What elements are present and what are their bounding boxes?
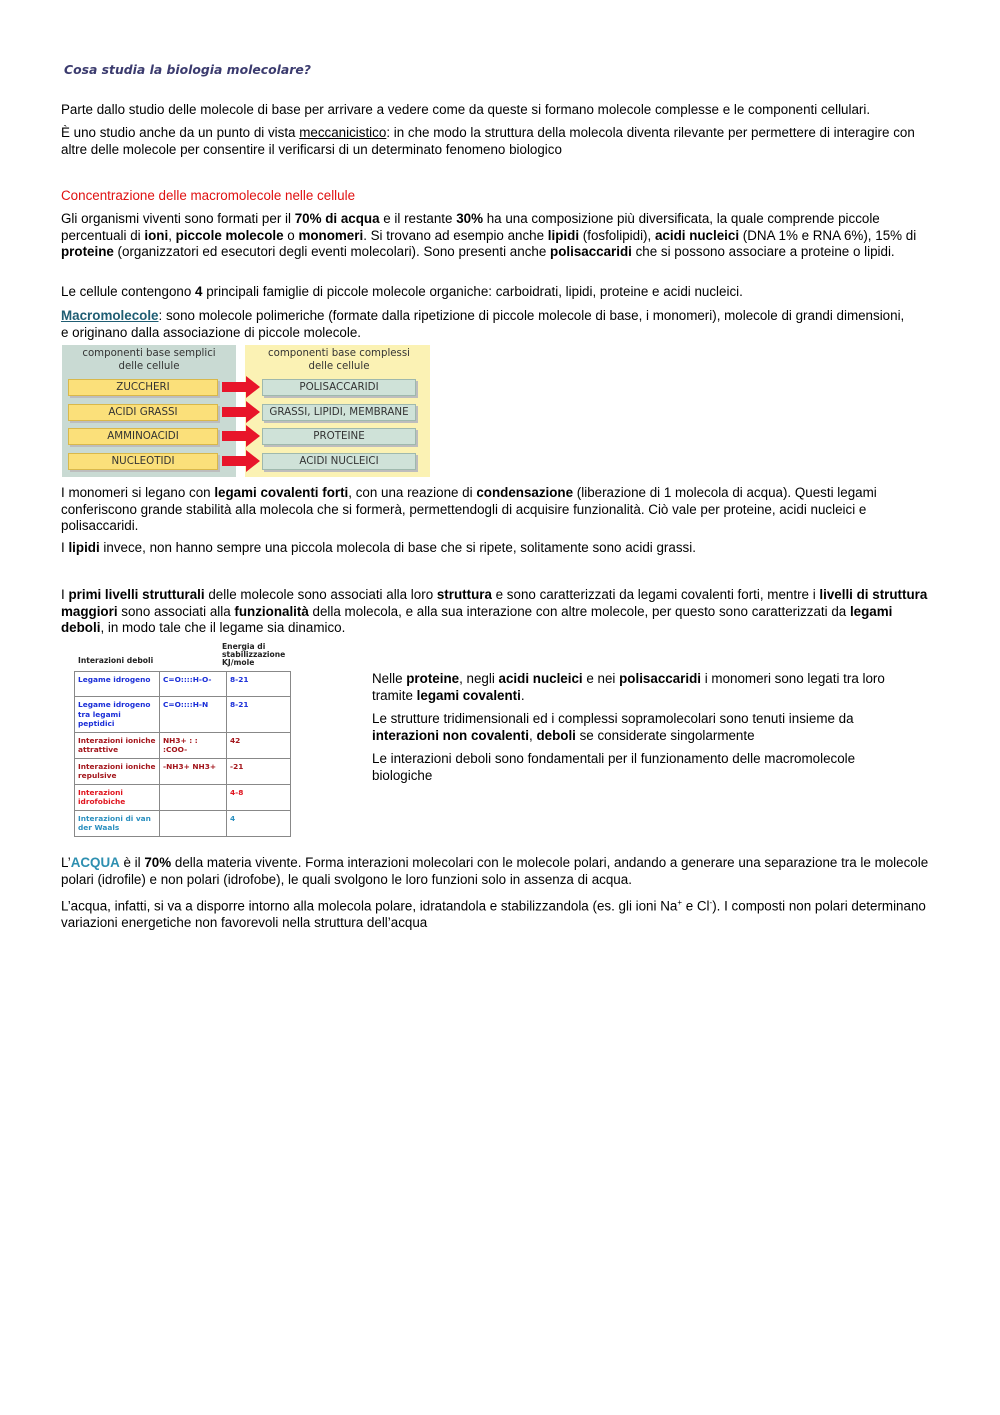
- text: Nelle: [372, 671, 407, 686]
- bold-text: livelli di struttura maggiori: [61, 587, 928, 619]
- simple-components-header: componenti base semplici delle cellule: [82, 348, 216, 372]
- superscript: -: [709, 898, 713, 907]
- water-paragraph-2: [61, 895, 941, 931]
- text: ha una composizione più diversificata, la quale comprende piccole percentuali di: [61, 211, 880, 243]
- text: ,: [168, 227, 176, 243]
- bold-text: legami covalenti: [416, 687, 521, 703]
- text: e nei: [582, 671, 620, 686]
- bold-text: interazioni non covalenti: [372, 727, 529, 743]
- side-paragraph-2: [372, 711, 902, 744]
- table-row: [75, 697, 291, 733]
- bold-text: struttura: [436, 587, 492, 602]
- bold-text: proteine: [61, 244, 114, 259]
- table-row: [75, 784, 291, 810]
- underlined-term: meccanicistico: [299, 125, 387, 140]
- diagram-left-box: AMMINOACIDI: [68, 428, 218, 445]
- bold-text: 30%: [456, 211, 484, 226]
- interaction-name: Interazioni ioniche attrattive: [75, 732, 160, 758]
- text: ). I composti non polari determinano variazioni energetiche non favorevoli nella struttura dell’acqua: [61, 898, 926, 930]
- table-header-left: Interazioni deboli: [78, 656, 154, 665]
- diagram-right-box: POLISACCARIDI: [262, 379, 416, 396]
- interaction-energy: 8-21: [227, 672, 291, 697]
- interaction-name: Legame idrogeno: [75, 672, 160, 697]
- bold-text: piccole molecole: [175, 227, 284, 243]
- text: È uno studio anche da un punto di vista: [61, 125, 300, 140]
- weak-interactions-table: [74, 643, 292, 837]
- text: Le cellule contengono: [61, 284, 196, 299]
- interaction-name: Interazioni di van der Waals: [75, 810, 160, 836]
- text: : in che modo la struttura della molecola diventa rilevante per permettere di interagire con altre delle molecole per consentire il verificarsi di un determinato fenomeno biologico: [61, 125, 915, 157]
- bold-text: legami deboli: [61, 603, 893, 635]
- text: della molecola, e alla sua interazione con altre molecole, per questo sono caratterizzati da: [308, 603, 850, 619]
- concentration-paragraph: [61, 211, 941, 261]
- bold-text: 70% di acqua: [294, 211, 380, 226]
- bold-text: acidi nucleici: [654, 227, 740, 243]
- structural-levels-paragraph: [61, 587, 931, 637]
- arrow-right-icon: [220, 450, 262, 472]
- interaction-name: Interazioni ioniche repulsive: [75, 758, 160, 784]
- text: o: [283, 227, 299, 243]
- text: I: [61, 540, 69, 555]
- interaction-name: Legame idrogeno tra legami peptidici: [75, 697, 160, 733]
- table-header: [74, 643, 292, 671]
- bold-text: ioni: [144, 227, 169, 243]
- text: (DNA 1% e RNA 6%), 15% di: [739, 227, 917, 243]
- text: (liberazione di 1 molecola di acqua). Questi legami conferiscono grande stabilità alla molecola che si formerà, permettendogli di acquisire funzionalità. Ciò vale per proteine, acidi nucleici e polisaccaridi.: [61, 485, 877, 533]
- diagram-right-box: PROTEINE: [262, 428, 416, 445]
- table-row: [75, 758, 291, 784]
- text: delle molecole sono associati alla loro: [204, 587, 437, 602]
- acqua-term: ACQUA: [70, 855, 120, 870]
- text: principali famiglie di piccole molecole organiche: carboidrati, lipidi, proteine e acidi nucleici.: [202, 284, 743, 299]
- text: e Cl: [682, 898, 710, 914]
- bold-text: deboli: [536, 727, 576, 743]
- families-paragraph: [61, 284, 941, 301]
- bold-text: 4: [195, 284, 203, 299]
- bold-text: acidi nucleici: [498, 671, 583, 686]
- text: , in modo tale che il legame sia dinamico.: [100, 620, 346, 635]
- table-header-right: Energia di stabilizzazione KJ/mole: [222, 642, 286, 667]
- section-heading: Concentrazione delle macromolecole nelle cellule: [61, 188, 356, 203]
- macromolecules-paragraph: [61, 308, 911, 341]
- interaction-formula: [160, 784, 227, 810]
- bold-text: proteine: [406, 671, 460, 686]
- diagram-left-box: NUCLEOTIDI: [68, 453, 218, 470]
- lipids-paragraph: [61, 540, 941, 557]
- interaction-formula: -NH3+ NH3+: [160, 758, 227, 784]
- macromolecole-term: Macromolecole: [61, 308, 159, 323]
- superscript: +: [677, 898, 682, 907]
- text: che si possono associare a proteine o lipidi.: [631, 244, 895, 259]
- text: è il: [119, 855, 145, 870]
- bold-text: legami covalenti forti: [214, 485, 349, 500]
- interaction-name: Interazioni idrofobiche: [75, 784, 160, 810]
- interaction-formula: C=O::::H-N: [160, 697, 227, 733]
- interaction-formula: [160, 810, 227, 836]
- page-title: Cosa studia la biologia molecolare?: [64, 62, 311, 77]
- arrow-right-icon: [220, 376, 262, 398]
- diagram-left-box: ZUCCHERI: [68, 379, 218, 396]
- text: I: [61, 587, 69, 602]
- text: : sono molecole polimeriche (formate dalla ripetizione di piccole molecole di base, i monomeri), molecole di grandi dimensioni, e originano dalla associazione di piccole molecole.: [61, 308, 905, 340]
- interaction-energy: -21: [227, 758, 291, 784]
- text: sono associati alla: [117, 603, 235, 619]
- interaction-formula: C=O::::H-O-: [160, 672, 227, 697]
- text: della materia vivente. Forma interazioni molecolari con le molecole polari, andando a generare una separazione tra le molecole polari (idrofile) e non polari (idrofobe), le quali svolgono le loro funzioni solo in assenza di acqua.: [61, 855, 929, 887]
- text: se considerate singolarmente: [575, 727, 755, 743]
- text: L’: [61, 855, 71, 870]
- interaction-energy: 4-8: [227, 784, 291, 810]
- text: invece, non hanno sempre una piccola molecola di base che si ripete, solitamente sono acidi grassi.: [99, 540, 696, 555]
- interaction-energy: 42: [227, 732, 291, 758]
- intro-paragraph-1: Parte dallo studio delle molecole di base per arrivare a vedere come da queste si formano molecole complesse e le componenti cellulari.: [61, 102, 871, 117]
- text: ,: [529, 727, 537, 743]
- interaction-energy: 4: [227, 810, 291, 836]
- bold-text: primi livelli strutturali: [68, 587, 205, 602]
- bold-text: condensazione: [476, 485, 574, 500]
- table-row: [75, 810, 291, 836]
- interactions-table: [74, 671, 291, 837]
- diagram-left-box: ACIDI GRASSI: [68, 404, 218, 421]
- arrow-right-icon: [220, 401, 262, 423]
- text: i monomeri sono legati tra loro tramite: [372, 671, 885, 703]
- bold-text: lipidi: [68, 540, 100, 555]
- text: .: [520, 687, 525, 703]
- text: . Si trovano ad esempio anche: [363, 227, 548, 243]
- text: I monomeri si legano con: [61, 485, 215, 500]
- bold-text: monomeri: [298, 227, 364, 243]
- diagram-right-box: ACIDI NUCLEICI: [262, 453, 416, 470]
- interaction-formula: NH3+ : : :COO-: [160, 732, 227, 758]
- arrow-right-icon: [220, 425, 262, 447]
- monomers-paragraph: [61, 485, 941, 535]
- interaction-energy: 8-21: [227, 697, 291, 733]
- text: L’acqua, infatti, si va a disporre intorno alla molecola polare, idratandola e stabilizzandola (es. gli ioni Na: [61, 898, 678, 914]
- diagram-right-box: GRASSI, LIPIDI, MEMBRANE: [262, 404, 416, 421]
- text: Gli organismi viventi sono formati per il: [61, 211, 295, 226]
- bold-text: 70%: [144, 855, 172, 870]
- table-row: [75, 732, 291, 758]
- text: , con una reazione di: [348, 485, 477, 500]
- text: e il restante: [379, 211, 457, 226]
- intro-paragraph-2: [61, 125, 941, 158]
- complex-components-header: componenti base complessi delle cellule: [268, 348, 410, 372]
- text: e sono caratterizzati da legami covalenti forti, mentre i: [491, 587, 820, 602]
- text: Le strutture tridimensionali ed i complessi sopramolecolari sono tenuti insieme da: [372, 711, 854, 726]
- text: (organizzatori ed esecutori degli eventi molecolari). Sono presenti anche: [113, 244, 551, 259]
- bold-text: polisaccaridi: [550, 244, 632, 259]
- side-paragraph-1: [372, 671, 912, 704]
- bold-text: lipidi: [547, 227, 580, 243]
- side-paragraph-3: Le interazioni deboli sono fondamentali per il funzionamento delle macromolecole biologiche: [372, 751, 856, 783]
- text: (fosfolipidi),: [579, 227, 655, 243]
- water-paragraph-1: [61, 855, 941, 888]
- text: , negli: [459, 671, 499, 686]
- table-row: [75, 672, 291, 697]
- bold-text: polisaccaridi: [619, 671, 701, 686]
- bold-text: funzionalità: [234, 603, 309, 619]
- monomer-polymer-diagram: [62, 345, 430, 477]
